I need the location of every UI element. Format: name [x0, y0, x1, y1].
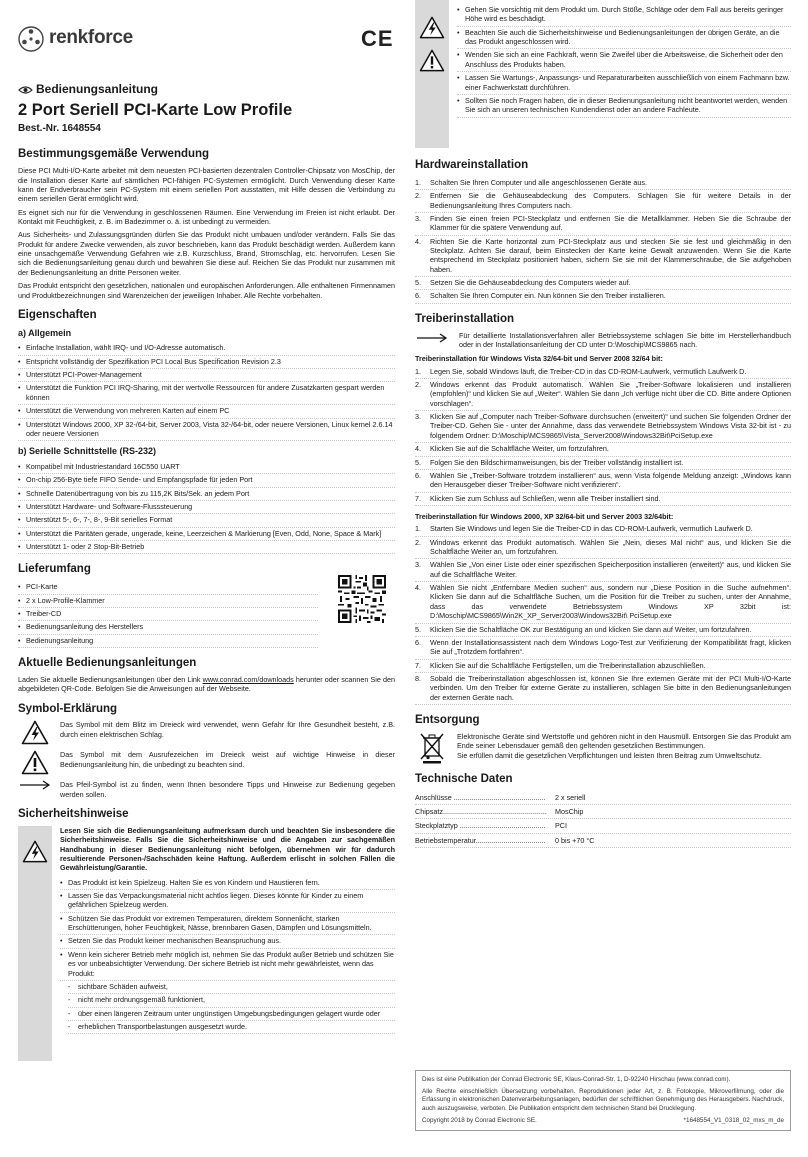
hardware-heading: Hardwareinstallation	[415, 159, 529, 171]
sicherheit-icon-bar	[18, 826, 52, 1061]
list-item: 4. Klicken Sie auf die Schaltfläche Weiter, um fortzufahren.	[415, 443, 791, 456]
entsorgung-block	[415, 732, 791, 764]
list-item: • Bedienungsanleitung des Herstellers	[18, 621, 318, 634]
list-item: 3. Finden Sie einen freien PCI-Steckplatz und entfernen Sie die Metallklammer. Heben Sie die Schraube der Klammer für die spätere Verwendung auf.	[415, 213, 791, 236]
aktuelle-text-after: herunter oder scannen Sie den abgebildeten QR-Code. Befolgen Sie die Anweisungen auf der Webseite.	[18, 674, 396, 694]
list-item: 5. Klicken Sie die Schaltfläche OK zur Bestätigung an und klicken Sie dann auf Weiter, um fortzufahren.	[415, 624, 791, 637]
list-item: 6. Wenn der Installationsassistent nach dem Windows Logo-Test zur Verifizierung der Kompatibilität fragt, klicken Sie auf „Trotzdem fortfahren“.	[415, 637, 791, 660]
list-item: 8. Sobald die Treiberinstallation abgeschlossen ist, können Sie Ihre externen Geräte mit der PCI Multi-I/O-Karte verbinden. Um den Treiber für externe Geräte zu installieren, schlagen Sie bitte in den Bedienungsanleitungen der externen Geräte nach.	[415, 673, 791, 705]
hardware-steps	[415, 177, 791, 304]
list-item: 6. Wählen Sie „Treiber-Software trotzdem installieren“ aus, wenn Vista folgende Meldung anzeigt: „Windows kann den Herausgeber dieser Treiber-Software nicht verifizieren“.	[415, 470, 791, 493]
list-item: • Unterstützt PCI-Power-Management	[18, 369, 395, 382]
list-item: 1. Schalten Sie Ihren Computer und alle angeschlossenen Geräte aus.	[415, 177, 791, 190]
list-item: • Gehen Sie vorsichtig mit dem Produkt um. Durch Stöße, Schläge oder dem Fall aus bereits geringer Höhe wird es beschädigt.	[457, 4, 791, 27]
exclamation-warning-icon	[21, 750, 49, 775]
bestimmung-heading: Bestimmungsgemäße Verwendung	[18, 148, 210, 161]
brand-name: renkforce	[49, 27, 133, 48]
bestimmung-paragraph: Das Produkt entspricht den gesetzlichen, nationalen und europäischen Anforderungen. Alle enthaltenen Firmennamen und Produktbezeichnungen sind Warenzeichen der jeweiligen Inhaber. Alle Rechte vorbehalten.	[18, 281, 395, 300]
list-item: • Setzen Sie das Produkt keiner mechanischen Beanspruchung aus.	[60, 935, 395, 948]
aktuelle-text-before: Laden Sie aktuelle Bedienungsanleitungen über den Link	[18, 674, 203, 684]
list-item: • Schützen Sie das Produkt vor extremen Temperaturen, direktem Sonnenlicht, starken Erschütterungen, hoher Feuchtigkeit, Nässe, brennbaren Gasen, Dämpfen und Lösungsmitteln.	[60, 913, 395, 936]
lieferumfang-block	[18, 581, 395, 648]
list-item: • Lassen Sie das Verpackungsmaterial nicht achtlos liegen. Dieses könnte für Kinder zu einem gefährlichen Spielzeug werden.	[60, 890, 395, 913]
list-item: • On-chip 256-Byte tiefe FIFO Sende- und Empfangspfade für jeden Port	[18, 474, 395, 487]
symbol-text: Das Pfeil-Symbol ist zu finden, wenn Ihnen besondere Tipps und Hinweise zur Bedienung gegeben werden sollen.	[60, 780, 395, 799]
entsorgung-text-1: Elektronische Geräte sind Wertstoffe und gehören nicht in den Hausmüll. Entsorgen Sie das Produkt am Ende seiner Lebensdauer gemäß den geltenden gesetzlichen Bestimmungen.	[457, 731, 791, 751]
list-item: 7. Klicken Sie zum Schluss auf Schließen, wenn alle Treiber installiert sind.	[415, 493, 791, 506]
list-item: 2. Windows erkennt das Produkt automatisch. Wählen Sie „Nein, dieses Mal nicht“ aus, und klicken Sie die Schaltfläche Weiter an, um fortzufahren.	[415, 537, 791, 560]
list-item: • Entspricht vollständig der Spezifikation PCI Local Bus Specification Revision 2.3	[18, 356, 395, 369]
qr-code-icon[interactable]	[338, 575, 386, 623]
doc-type: Bedienungsanleitung	[36, 82, 159, 96]
seriell-heading: b) Serielle Schnittstelle (RS-232)	[18, 446, 157, 457]
sicherheit-list	[60, 877, 395, 981]
sicherheit-list-continued	[457, 4, 791, 118]
list-item: • Unterstützt die Funktion PCI IRQ-Sharing, mit der wertvolle Ressourcen für andere Zusatzkarten gespart werden können	[18, 382, 395, 405]
list-item: • Beachten Sie auch die Sicherheitshinweise und Bedienungsanleitungen der übrigen Geräte, an die das Produkt angeschlossen wird.	[457, 27, 791, 50]
sicherheit-continued-block	[415, 0, 791, 148]
list-item: - über einen längeren Zeitraum unter ungünstigen Umgebungsbedingungen gelagert wurde oder	[68, 1008, 395, 1021]
list-item: • Sollten Sie noch Fragen haben, die in dieser Bedienungsanleitung nicht beantwortet werden, wenden Sie sich an unseren technischen Kundendienst oder an andere Fachleute.	[457, 95, 791, 118]
list-item: • 2 x Low-Profile-Klammer	[18, 595, 318, 608]
list-item: • Lassen Sie Wartungs-, Anpassungs- und Reparaturarbeiten ausschließlich von einem Fachmann bzw. einer Fachwerkstatt durchführen.	[457, 72, 791, 95]
list-item: • Einfache Installation, wählt IRQ- und I/O-Adresse automatisch.	[18, 342, 395, 355]
symbole-heading: Symbol-Erklärung	[18, 702, 118, 715]
publisher-footer	[415, 1070, 791, 1131]
list-item: • Wenn kein sicherer Betrieb mehr möglich ist, nehmen Sie das Produkt außer Betrieb und schützen Sie es vor unbeabsichtigter Verwendung. Der sichere Betrieb ist nicht mehr gewährleistet, wenn das Produkt:	[60, 949, 395, 981]
sicherheit-content	[52, 826, 395, 1061]
list-item: • Unterstützt Hardware- und Software-Flusssteuerung	[18, 501, 395, 514]
list-item: • Kompatibel mit Industriestandard 16C550 UART	[18, 461, 395, 474]
list-item: • Schnelle Datenübertragung von bis zu 115,2K Bits/Sek. an jedem Port	[18, 488, 395, 501]
list-item: - erheblichen Transportbelastungen ausgesetzt wurde.	[68, 1021, 395, 1034]
list-item: 6. Schalten Sie Ihren Computer ein. Nun können Sie den Treiber installieren.	[415, 290, 791, 303]
doc-type-row	[18, 82, 395, 98]
eye-icon	[18, 85, 33, 95]
aktuelle-paragraph	[18, 675, 395, 694]
technische-heading: Technische Daten	[415, 772, 513, 785]
table-row: Betriebstemperatur................................... 0 bis +70 °C	[415, 834, 791, 848]
list-item: 3. Klicken Sie auf „Computer nach Treiber-Software durchsuchen (erweitert)“ und suchen Sie folgenden Ordner der Treiber-CD. Gehen Sie - unter der Annahme, dass das verwendete Betriebssystem Windows Vista 32-bit ist - zu folgendem Ordner: D:\Moschip\MCS9865\Vista_Server2008\Windows32Bit\PciSetup.exe	[415, 411, 791, 443]
sicherheit-continued-content	[449, 0, 791, 148]
arrow-icon	[416, 333, 448, 343]
list-item: 7. Klicken Sie auf die Schaltfläche Fertigstellen, um die Treiberinstallation abzuschließen.	[415, 660, 791, 673]
list-item: • Unterstützt die Paritäten gerade, ungerade, keine, Leerzeichen & Markierung [Even, Odd, None, Space & Mark]	[18, 528, 395, 541]
list-item: • Treiber-CD	[18, 608, 318, 621]
lieferumfang-list	[18, 581, 318, 648]
xp-heading: Treiberinstallation für Windows 2000, XP 32/64-bit und Server 2003 32/64bit:	[415, 511, 674, 521]
page-title: 2 Port Seriell PCI-Karte Low Profile	[18, 100, 293, 119]
table-row: Chipsatz.................................................... MosChip	[415, 805, 791, 819]
list-item: 1. Legen Sie, sobald Windows läuft, die Treiber-CD in das CD-ROM-Laufwerk, vermutlich Laufwerk D.	[415, 366, 791, 379]
seriell-list	[18, 461, 395, 555]
list-item: • Unterstützt die Verwendung von mehreren Karten auf einem PC	[18, 405, 395, 418]
list-item: • Unterstützt 1- oder 2 Stop-Bit-Betrieb	[18, 541, 395, 554]
lightning-warning-icon	[419, 16, 445, 39]
list-item: 4. Wählen Sie nicht „Entfernbare Medien suchen“ aus, sondern nur „Diese Position in die Suche aufnehmen“. Klicken Sie dann auf die Schaltfläche Suchen, um die Position für die Treiber zu suchen, unter der Annahme, dass das verwendete Betriebssystem Windows XP 32bit ist: D:\Moschip\MCS9865\Win2K_XP_Server2003\Windows32Bit\ PciSetup.exe	[415, 582, 791, 623]
symbol-row-exclamation	[18, 750, 395, 775]
sicherheit-icon-bar	[415, 0, 449, 148]
crossed-bin-icon	[419, 732, 445, 764]
list-item: 3. Wählen Sie „Von einer Liste oder einer spezifischen Speicherposition installieren (erweitert)“ aus, und klicken Sie auf die Schaltfläche Weiter.	[415, 559, 791, 582]
vista-steps	[415, 366, 791, 506]
arrow-icon	[19, 780, 51, 790]
sicherheit-dash-list	[68, 981, 395, 1034]
symbol-row-lightning	[18, 720, 395, 745]
exclamation-warning-icon	[419, 49, 445, 72]
brand-header	[18, 0, 395, 58]
list-item: 5. Folgen Sie den Bildschirmanweisungen, bis der Treiber vollständig installiert ist.	[415, 457, 791, 470]
list-item: • Unterstützt Windows 2000, XP 32-/64-bit, Server 2003, Vista 32-/64-bit, oder neuere Versionen, Linux kernel 2.6.14 oder neuere Versionen	[18, 419, 395, 442]
list-item: • Unterstützt 5-, 6-, 7-, 8-, 9-Bit serielles Format	[18, 514, 395, 527]
bestimmung-paragraph: Es eignet sich nur für die Verwendung in geschlossenen Räumen. Eine Verwendung im Freien ist nicht erlaubt. Der Kontakt mit Feuchtigkeit, z. B. im Badezimmer o. ä. ist unbedingt zu vermeiden.	[18, 207, 395, 226]
footer-line-2: Alle Rechte einschließlich Übersetzung vorbehalten. Reproduktionen jeder Art, z. B. Fotokopie, Mikroverfilmung, oder die Erfassung in elektronischen Datenverarbeitungsanlagen, bedürfen der schriftlichen Genehmigung des Herausgebers. Nachdruck, auch auszugsweise, verboten. Die Publikation entspricht dem technischen Stand bei Drucklegung.	[422, 1088, 784, 1112]
list-item: - sichtbare Schäden aufweist,	[68, 981, 395, 994]
list-item: • PCI-Karte	[18, 581, 318, 594]
order-number: Best.-Nr. 1648554	[18, 123, 101, 135]
sicherheit-block	[18, 826, 395, 1061]
xp-steps	[415, 523, 791, 705]
list-item: • Bedienungsanleitung	[18, 635, 318, 648]
list-item: • Das Produkt ist kein Spielzeug. Halten Sie es von Kindern und Haustieren fern.	[60, 877, 395, 890]
footer-bottom-row	[422, 1117, 784, 1125]
list-item: 2. Windows erkennt das Produkt automatisch. Wählen Sie „Treiber-Software lokalisieren und installieren (empfohlen)“ und klicken Sie auf „Weiter“. Wählen Sie dann „Ich verfüge nicht über die CD. Bitte andere Optionen vorschlagen“.	[415, 379, 791, 411]
entsorgung-heading: Entsorgung	[415, 714, 480, 727]
footer-doc-id: *1648554_V1_0318_02_mxs_m_de	[683, 1116, 784, 1124]
treiber-heading: Treiberinstallation	[415, 312, 515, 325]
bestimmung-paragraph: Aus Sicherheits- und Zulassungsgründen dürfen Sie das Produkt nicht umbauen und/oder verändern. Falls Sie das Produkt für andere Zwecke verwenden, als zuvor beschrieben, kann das Produkt beschädigt werden. Außerdem kann eine unsachgemäße Verwendung Gefahren wie z.B. Kurzschluss, Brand, Stromschlag, etc. hervorrufen. Lesen Sie sich die Bedienungsanleitung genau durch und bewahren Sie diese auf. Reichen Sie das Produkt nur zusammen mit der Bedienungsanleitung an dritte Personen weiter.	[18, 230, 395, 277]
aktuelle-heading: Aktuelle Bedienungsanleitungen	[18, 657, 197, 670]
symbol-text: Das Symbol mit dem Blitz im Dreieck wird verwendet, wenn Gefahr für Ihre Gesundheit besteht, z.B. durch einen elektrischen Schlag.	[60, 720, 395, 739]
list-item: 5. Setzen Sie die Gehäuseabdeckung des Computers wieder auf.	[415, 277, 791, 290]
allgemein-list	[18, 342, 395, 441]
lightning-warning-icon	[22, 840, 48, 863]
table-row: Steckplatztyp ........................................... PCI	[415, 819, 791, 833]
list-item: • Wenden Sie sich an eine Fachkraft, wenn Sie Zweifel über die Arbeitsweise, die Sicherheit oder den Anschluss des Produkts haben.	[457, 49, 791, 72]
downloads-link[interactable]: www.conrad.com/downloads	[202, 674, 294, 684]
symbol-row-arrow	[18, 780, 395, 799]
lieferumfang-heading: Lieferumfang	[18, 563, 91, 576]
ce-mark: CE	[361, 26, 394, 51]
footer-line-1: Dies ist eine Publikation der Conrad Electronic SE, Klaus-Conrad-Str. 1, D-92240 Hirschau (www.conrad.com).	[422, 1076, 731, 1083]
entsorgung-text	[449, 732, 791, 760]
entsorgung-text-2: Sie erfüllen damit die gesetzlichen Verpflichtungen und leisten Ihren Beitrag zum Umweltschutz.	[457, 750, 762, 760]
footer-copyright: Copyright 2018 by Conrad Electronic SE.	[422, 1116, 537, 1124]
treiber-tip-text: Für detaillierte Installationsverfahren aller Betriebssysteme schlagen Sie bitte im Herstellerhandbuch oder in der Installationsanleitung der CD unter D:\Moschip\MCS9865 nach.	[459, 330, 791, 349]
spec-table	[415, 791, 791, 848]
list-item: 4. Richten Sie die Karte horizontal zum PCI-Steckplatz aus und stecken Sie sie fest und gleichmäßig in den Steckplatz. Achten Sie darauf, beim Einstecken der Karte keine Gewalt anzuwenden. Wenn Sie die Karte entsprechend im Steckplatz positioniert haben, sichern Sie sie mit der Klammerschraube, die Sie aufgehoben haben.	[415, 236, 791, 277]
sicherheit-intro: Lesen Sie sich die Bedienungsanleitung aufmerksam durch und beachten Sie insbesondere die Sicherheitshinweise. Falls Sie die Sicherheitshinweise und die Angaben zur sachgemäßen Handhabung in dieser Bedienungsanleitung nicht befolgen, übernehmen wir für dadurch resultierende Personen-/Sachschäden keine Haftung. Außerdem erlischt in solchen Fällen die Gewährleistung/Garantie.	[60, 825, 395, 873]
vista-heading: Treiberinstallation für Windows Vista 32/64-bit und Server 2008 32/64 bit:	[415, 354, 663, 364]
treiber-tip	[415, 331, 791, 350]
symbol-text: Das Symbol mit dem Ausrufezeichen im Dreieck weist auf wichtige Hinweise in dieser Bedienungsanleitung hin, die unbedingt zu beachten sind.	[60, 750, 395, 769]
lightning-warning-icon	[21, 720, 49, 745]
list-item: 2. Entfernen Sie die Gehäuseabdeckung des Computers. Schlagen Sie für weitere Details in der Bedienungsanleitung Ihres Computers nach.	[415, 190, 791, 213]
table-row: Anschlüsse .............................................. 2 x seriell	[415, 791, 791, 805]
right-column	[415, 0, 791, 848]
eigenschaften-heading: Eigenschaften	[18, 308, 97, 321]
left-column	[18, 0, 395, 1061]
list-item: 1. Starten Sie Windows und legen Sie die Treiber-CD in das CD-ROM-Laufwerk, vermutlich Laufwerk D.	[415, 523, 791, 536]
list-item: - nicht mehr ordnungsgemäß funktioniert,	[68, 994, 395, 1007]
allgemein-heading: a) Allgemein	[18, 327, 72, 338]
sicherheit-heading: Sicherheitshinweise	[18, 808, 129, 821]
renkforce-logo-icon	[18, 26, 44, 52]
bestimmung-paragraph: Diese PCI Multi-I/O-Karte arbeitet mit dem neuesten PCI-basierten dezentralen Controller-Chipsatz von MosChip, der die Installation dieser Karte auf sämtlichen PCI-fähigen PC-Systemen ermöglicht. Durch Verwendung dieser Karte kann der Endverbraucher sein PC-System mit einem seriellen Port ausstatten, mit Hilfe dessen die Verbindung zu einem seriellen Gerät ermöglicht wird.	[18, 166, 395, 204]
